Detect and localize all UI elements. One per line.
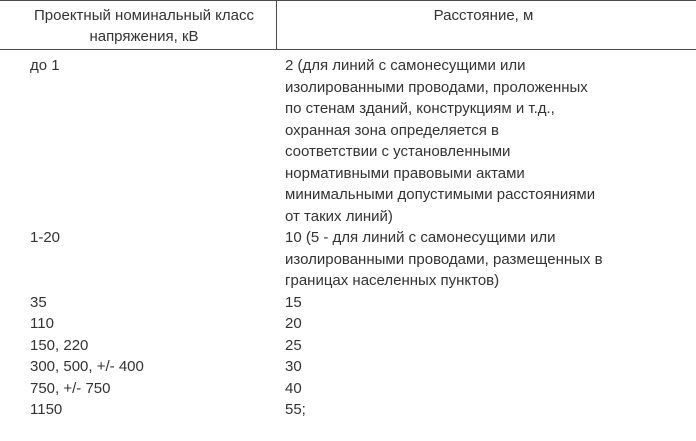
voltage-cell: до 1 (30, 57, 60, 74)
distance-cell: 30 (285, 358, 302, 375)
voltage-cell: 1-20 (30, 229, 61, 246)
distance-cell: 2 (для линий с самонесущими или изолированными проводами, проложенных по стенам зданий, конструкциям и т.д., охранная зона определяется в соответствии с установленными нормативными правовыми актами минимальными допустимыми расстояниями от таких линий) (285, 57, 596, 225)
voltage-cell: 750, +/- 750 (30, 379, 111, 397)
header-divider (276, 1, 277, 50)
header-voltage-class: Проектный номинальный класс напряжения, кВ (34, 7, 254, 45)
voltage-cell: 300, 500, +/- 400 (30, 358, 144, 375)
distance-cell: 55; (285, 401, 306, 418)
table-header (0, 0, 696, 50)
table-row (0, 313, 696, 335)
header-distance: Расстояние, м (433, 7, 534, 24)
table-row (0, 292, 696, 314)
table-body (0, 55, 696, 421)
distance-cell: 40 (285, 379, 302, 397)
distance-cell: 15 (285, 293, 302, 311)
table-row (0, 55, 696, 227)
distance-cell: 25 (285, 336, 302, 354)
distance-cell: 20 (285, 315, 302, 332)
table-row (0, 335, 696, 357)
voltage-cell: 35 (30, 293, 47, 311)
voltage-cell: 150, 220 (30, 336, 89, 354)
table-row (0, 356, 696, 378)
distance-cell: 10 (5 - для линий с самонесущими или изолированными проводами, размещенных в границах населенных пунктов) (285, 229, 603, 289)
voltage-cell: 1150 (30, 401, 63, 418)
table-row (0, 227, 696, 292)
voltage-cell: 110 (30, 315, 54, 332)
table-row (0, 378, 696, 400)
table-row (0, 399, 696, 421)
